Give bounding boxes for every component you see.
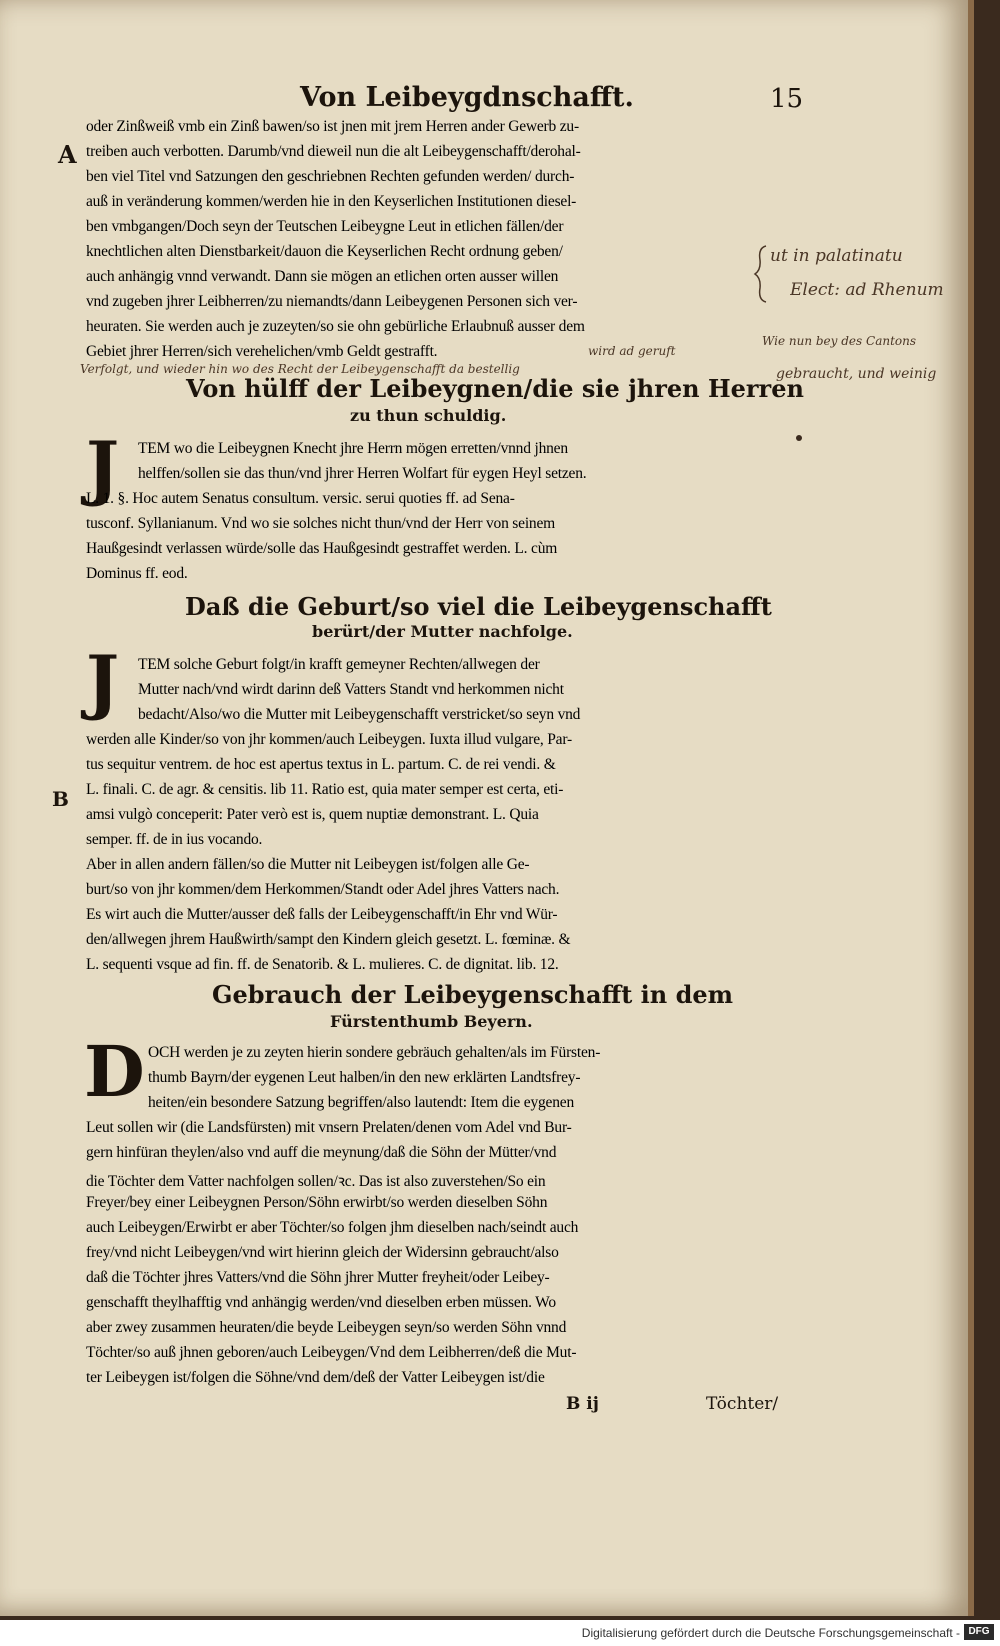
section-1-initial: J	[86, 426, 120, 509]
section-3-initial: D	[84, 1030, 145, 1113]
handwritten-margin-note-1b: Elect: ad Rhenum	[790, 280, 944, 300]
signature-mark: B ij	[566, 1394, 599, 1414]
margin-brace-icon	[752, 244, 772, 304]
text-line: treiben auch verbotten. Darumb/vnd dieweil nun die alt Leibeygenschafft/derohal-	[86, 143, 581, 160]
section-2-initial: J	[86, 640, 120, 723]
section-1-heading: Von hülff der Leibeygnen/die sie jhren Herren	[186, 374, 804, 403]
text-line: knechtlichen alten Dienstbarkeit/dauon die Keyserlichen Recht ordnung geben/	[86, 243, 563, 260]
text-line: TEM solche Geburt folgt/in krafft gemeyner Rechten/allwegen der	[138, 656, 540, 673]
handwritten-margin-note-1a: ut in palatinatu	[770, 246, 903, 266]
text-line: tusconf. Syllanianum. Vnd wo sie solches nicht thun/vnd der Herr von seinem	[86, 515, 556, 532]
margin-letter-a: A	[58, 140, 77, 169]
text-line: burt/so von jhr kommen/dem Herkommen/Standt oder Adel jhres Vatters nach.	[86, 881, 560, 898]
text-line: daß die Töchter jhres Vatters/vnd die Söhn jhrer Mutter freyheit/oder Leibey-	[86, 1269, 550, 1286]
text-line: L. 1. §. Hoc autem Senatus consultum. versic. serui quoties ff. ad Sena-	[86, 490, 515, 507]
text-line: auch anhängig vnnd verwandt. Dann sie mögen an etlichen orten ausser willen	[86, 268, 559, 285]
footer-credit: Digitalisierung gefördert durch die Deutsche Forschungsgemeinschaft -	[581, 1626, 960, 1640]
text-line: vnd zugeben jhrer Leibherren/zu niemandts/dann Leibeygenen Personen sich ver-	[86, 293, 578, 310]
text-line: werden alle Kinder/so von jhr kommen/auch Leibeygen. Iuxta illud vulgare, Par-	[86, 731, 572, 748]
text-line: gern hinfüran theylen/also vnd auff die meynung/daß die Söhn der Mütter/vnd	[86, 1144, 557, 1161]
text-line: Mutter nach/vnd wirdt darinn deß Vatters Standt vnd herkommen nicht	[138, 681, 564, 698]
text-line: Es wirt auch die Mutter/ausser deß falls der Leibeygenschafft/in Ehr vnd Wür-	[86, 906, 558, 923]
text-line: Freyer/bey einer Leibeygnen Person/Söhn erwirbt/so werden dieselben Söhn	[86, 1194, 548, 1211]
text-line: auß in veränderung kommen/werden hie in den Keyserlichen Institutionen diesel-	[86, 193, 577, 210]
page-number: 15	[770, 84, 804, 114]
section-3-subheading: Fürstenthumb Beyern.	[330, 1012, 533, 1031]
section-2-heading: Daß die Geburt/so viel die Leibeygenschafft	[185, 592, 772, 621]
text-line: bedacht/Also/wo die Mutter mit Leibeygenschafft verstricket/so seyn vnd	[138, 706, 581, 723]
text-line: L. finali. C. de agr. & censitis. lib 11. Ratio est, quia mater semper est certa, eti-	[86, 781, 564, 798]
text-line: heuraten. Sie werden auch je zuzeyten/so sie ohn gebürliche Erlaubnuß ausser dem	[86, 318, 585, 335]
text-line: L. sequenti vsque ad fin. ff. de Senatorib. & L. mulieres. C. de dignitat. lib. 12.	[86, 956, 559, 973]
text-line: ter Leibeygen ist/folgen die Söhne/vnd dem/deß der Vatter Leibeygen ist/die	[86, 1369, 545, 1386]
text-line: Töchter/so auß jhnen geboren/auch Leibeygen/Vnd dem Leibherren/deß die Mut-	[86, 1344, 577, 1361]
text-line: OCH werden je zu zeyten hierin sondere gebräuch gehalten/als im Fürsten-	[148, 1044, 601, 1061]
text-line: amsi vulgò conceperit: Pater verò est is, quem nuptiæ demonstrant. L. Quia	[86, 806, 539, 823]
text-line: ben vmbgangen/Doch seyn der Teutschen Leibeygne Leut in etlichen fällen/der	[86, 218, 564, 235]
text-line: genschafft theylhafftig vnd anhängig werden/vnd dieselben erben müssen. Wo	[86, 1294, 556, 1311]
text-line: heiten/ein besondere Satzung begriffen/also lautendt: Item die eygenen	[148, 1094, 575, 1111]
text-line: Gebiet jhrer Herren/sich verehelichen/vmb Geldt gestrafft.	[86, 343, 438, 360]
running-head: Von Leibeygdnschafft.	[300, 82, 634, 113]
dfg-logo: DFG	[964, 1624, 994, 1640]
handwritten-margin-note-2: Wie nun bey des Cantons	[762, 334, 917, 348]
margin-letter-b: B	[52, 787, 69, 811]
text-line: TEM wo die Leibeygnen Knecht jhre Herrn mögen erretten/vnnd jhnen	[138, 440, 568, 457]
catchword: Töchter/	[706, 1394, 779, 1414]
section-3-heading: Gebrauch der Leibeygenschafft in dem	[212, 980, 734, 1009]
text-line: tus sequitur ventrem. de hoc est apertus textus in L. partum. C. de rei vendi. &	[86, 756, 556, 773]
text-line: auch Leibeygen/Erwirbt er aber Töchter/so folgen jhm dieselben nach/seindt auch	[86, 1219, 579, 1236]
text-line: den/allwegen jhrem Haußwirth/sampt den Kindern gleich gesetzt. L. fœminæ. &	[86, 931, 571, 948]
text-line: Aber in allen andern fällen/so die Mutter nit Leibeygen ist/folgen alle Ge-	[86, 856, 530, 873]
text-line: frey/vnd nicht Leibeygen/vnd wirt hierinn gleich der Widersinn gebraucht/also	[86, 1244, 559, 1261]
text-line: ben viel Titel vnd Satzungen den geschriebnen Rechten gefunden werden/ durch-	[86, 168, 575, 185]
handwritten-margin-note-3: gebraucht, und weinig	[776, 366, 937, 382]
text-line: die Töchter dem Vatter nachfolgen sollen/ꝛc. Das ist also zuverstehen/So ein	[86, 1173, 546, 1190]
text-line: helffen/sollen sie das thun/vnd jhrer Herren Wolfart für eygen Heyl setzen.	[138, 465, 587, 482]
handwritten-line-note: Verfolgt, und wieder hin wo des Recht der Leibeygenschafft da bestellig	[80, 362, 520, 376]
section-1-subheading: zu thun schuldig.	[350, 406, 507, 425]
text-line: Haußgesindt verlassen würde/solle das Haußgesindt gestraffet werden. L. cùm	[86, 540, 558, 557]
text-line: aber zwey zusammen heuraten/die beyde Leibeygen seyn/so werden Söhn vnnd	[86, 1319, 567, 1336]
handwritten-inline-note: wird ad geruft	[588, 344, 676, 358]
text-line: oder Zinßweiß vmb ein Zinß bawen/so ist jnen mit jrem Herren ander Gewerb zu-	[86, 118, 579, 135]
text-line: thumb Bayrn/der eygenen Leut halben/in den new erklärten Landtsfrey-	[148, 1069, 581, 1086]
ink-dot	[796, 435, 802, 441]
text-line: Leut sollen wir (die Landsfürsten) mit vnsern Prelaten/denen vom Adel vnd Bur-	[86, 1119, 572, 1136]
text-line: semper. ff. de in ius vocando.	[86, 831, 263, 848]
text-line: Dominus ff. eod.	[86, 565, 188, 582]
section-2-subheading: berürt/der Mutter nachfolge.	[312, 622, 573, 641]
